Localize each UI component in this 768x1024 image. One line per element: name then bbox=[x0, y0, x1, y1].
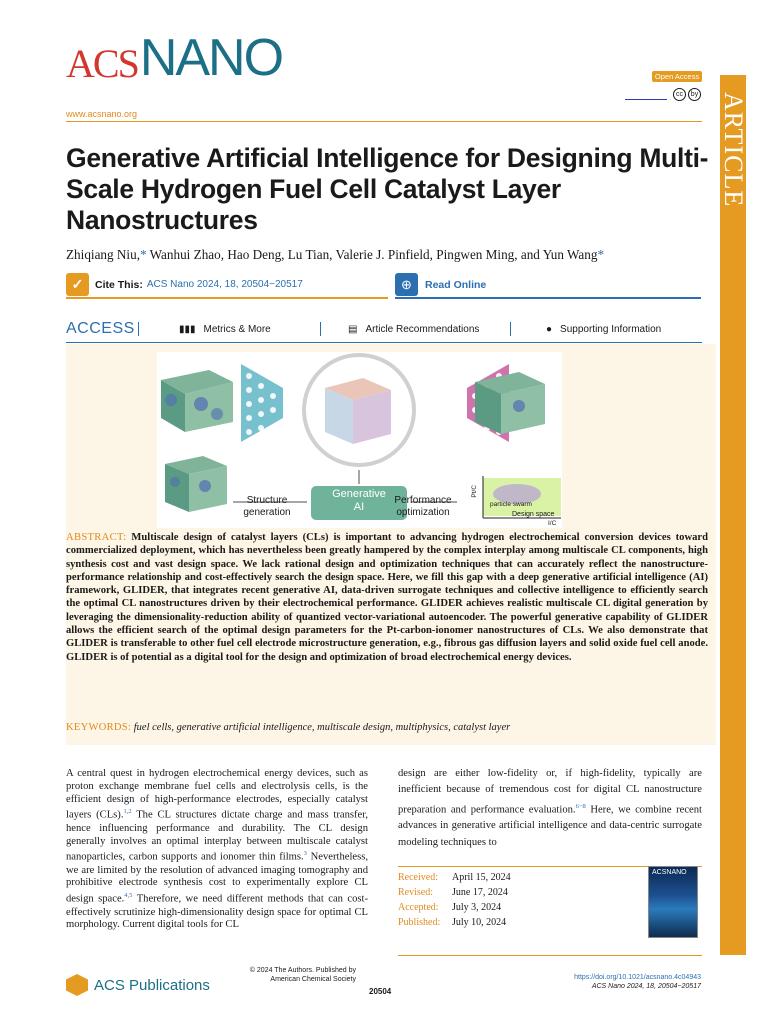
journal-url[interactable]: www.acsnano.org bbox=[66, 109, 138, 119]
publication-dates bbox=[398, 870, 598, 930]
body-column-left bbox=[66, 768, 368, 932]
authors-part-1: Zhiqiang Niu, bbox=[66, 247, 140, 262]
acs-publications-logo[interactable] bbox=[66, 974, 210, 996]
body-left-c: Nevertheless, we are limited by the resolution of advanced imaging tomography and prohibitive electrode synthesis cost to experimentally explore CL design space. bbox=[66, 851, 368, 905]
structure-generation-label bbox=[236, 495, 298, 519]
structure-label-line2: generation bbox=[243, 507, 291, 518]
keywords-label: KEYWORDS: bbox=[66, 722, 132, 733]
citation-link[interactable]: 6−8 bbox=[575, 802, 586, 810]
citation-link[interactable]: 1,2 bbox=[123, 808, 132, 816]
date-row bbox=[398, 870, 598, 885]
corresponding-author-mark[interactable]: * bbox=[597, 247, 605, 262]
body-column-right bbox=[398, 766, 702, 851]
recommendations-label: Article Recommendations bbox=[365, 323, 480, 335]
cite-label: Cite This: bbox=[95, 278, 143, 291]
body-left-d: Therefore, we need different methods that can cost-effectively scrutinize high-dimensionality design space for optimal CL morphology. Current digital tools for CL bbox=[66, 893, 368, 931]
read-online-label: Read Online bbox=[425, 278, 487, 291]
acs-hexagon-icon bbox=[66, 974, 88, 996]
authors-part-2: Wanhui Zhao, Hao Deng, Lu Tian, Valerie J. Pinfield, Pingwen Ming, and Yun Wang bbox=[146, 247, 598, 262]
journal-cover-image[interactable] bbox=[648, 866, 698, 938]
citation-link[interactable]: 3 bbox=[303, 850, 307, 858]
particle-swarm-label: particle swarm bbox=[490, 501, 532, 508]
date-row bbox=[398, 915, 598, 930]
corresponding-author-mark[interactable]: * bbox=[140, 247, 147, 262]
access-label: ACCESS bbox=[66, 320, 135, 337]
plot-y-axis-label: Pt/C bbox=[471, 485, 478, 498]
date-label: Revised: bbox=[398, 887, 433, 898]
dates-bottom-rule bbox=[398, 955, 702, 956]
supporting-info-link[interactable] bbox=[546, 324, 661, 335]
header-divider bbox=[66, 121, 702, 122]
access-divider-line bbox=[66, 342, 702, 343]
performance-label-line2: optimization bbox=[396, 507, 450, 518]
access-bar bbox=[66, 317, 702, 341]
cite-reference[interactable]: ACS Nano 2024, 18, 20504−20517 bbox=[146, 279, 303, 290]
generative-ai-line2: AI bbox=[353, 501, 365, 513]
cite-this-bar[interactable] bbox=[66, 272, 388, 299]
date-label: Accepted: bbox=[398, 902, 439, 913]
date-value: April 15, 2024 bbox=[452, 872, 511, 883]
performance-optimization-label bbox=[387, 495, 459, 519]
logo-nano: NANO bbox=[139, 29, 283, 87]
recommendations-link[interactable] bbox=[348, 324, 479, 335]
check-icon: ✓ bbox=[66, 273, 89, 296]
date-label: Received: bbox=[398, 872, 438, 883]
bar-chart-icon: ▮▮▮ bbox=[179, 323, 196, 335]
license-icons[interactable] bbox=[673, 88, 701, 101]
abstract-label: ABSTRACT: bbox=[66, 532, 127, 543]
access-separator bbox=[138, 322, 139, 336]
footer-doi-block bbox=[520, 973, 701, 991]
open-access-rule bbox=[625, 99, 667, 100]
cube-bottom-left bbox=[165, 456, 227, 512]
copyright-line2: American Chemical Society bbox=[270, 975, 356, 983]
date-value: July 3, 2024 bbox=[452, 902, 502, 913]
open-access-badge: Open Access bbox=[652, 71, 702, 82]
by-icon: by bbox=[688, 88, 701, 101]
author-list bbox=[66, 247, 706, 263]
center-cube bbox=[325, 378, 391, 444]
copyright-line1: © 2024 The Authors. Published by bbox=[249, 967, 356, 974]
cube-right bbox=[475, 372, 545, 434]
citation-link[interactable]: 4,5 bbox=[124, 892, 133, 900]
date-row bbox=[398, 900, 598, 915]
structure-label-line1: Structure bbox=[246, 495, 288, 506]
supporting-info-label: Supporting Information bbox=[560, 323, 662, 335]
copyright-notice bbox=[238, 967, 356, 984]
metrics-link[interactable] bbox=[179, 324, 271, 335]
keywords bbox=[66, 722, 708, 733]
cc-icon: cc bbox=[673, 88, 686, 101]
cube-left bbox=[161, 370, 233, 432]
article-side-label: ARTICLE bbox=[719, 92, 748, 208]
performance-label-line1: Performance bbox=[394, 495, 452, 506]
si-icon: ● bbox=[546, 323, 553, 335]
journal-logo[interactable] bbox=[66, 26, 283, 87]
access-divider bbox=[510, 322, 511, 336]
date-label: Published: bbox=[398, 917, 441, 928]
document-icon: ▤ bbox=[348, 323, 358, 335]
date-row bbox=[398, 885, 598, 900]
cover-title: ACSNANO bbox=[652, 869, 687, 876]
article-title: Generative Artificial Intelligence for Designing Multi-Scale Hydrogen Fuel Cell Catalyst Layer Nanostructures bbox=[66, 143, 709, 235]
body-right-a: design are either low-fidelity or, if high-fidelity, typically are inefficient because of tremendous cost for digital CL nanostructure preparation and performance evaluation. bbox=[398, 768, 702, 816]
date-value: July 10, 2024 bbox=[452, 917, 507, 928]
abstract-text bbox=[66, 531, 708, 664]
footer-citation: ACS Nano 2024, 18, 20504−20517 bbox=[591, 983, 701, 990]
doi-link[interactable]: https://doi.org/10.1021/acsnano.4c04943 bbox=[574, 974, 701, 981]
encoder-network bbox=[241, 364, 283, 442]
body-left-b: The CL structures dictate charge and mass transfer, hence influencing performance and durability. The CL design generally involves an optimal interplay between multiscale catalyst nanoparticles, carbon supports and ionomer thin films. bbox=[66, 809, 368, 863]
keywords-list: fuel cells, generative artificial intelligence, multiscale design, multiphysics, catalyst layer bbox=[133, 722, 511, 733]
generative-ai-line1: Generative bbox=[332, 488, 386, 500]
plot-x-axis-label: I/C bbox=[548, 520, 557, 527]
design-space-label: Design space bbox=[512, 511, 555, 518]
globe-icon: ⊕ bbox=[395, 273, 418, 296]
metrics-label: Metrics & More bbox=[203, 323, 271, 335]
abstract-body: Multiscale design of catalyst layers (CLs) is important to advancing hydrogen electrochemical conversion devices toward commercialized deployment, which has nevertheless been greatly hampered by the complex interplay among multiscale CL components, high synthesis cost and vast design space. We lack rational design and optimization techniques that can accurately reflect the nanostructure-performance relationship and cost-effectively search the design space. Here, we fill this gap with a deep generative artificial intelligence (AI) framework, GLIDER, that integrates recent generative AI, data-driven surrogate techniques and collective intelligence to efficiently search the optimal CL nanostructures driven by their electrochemical performance. GLIDER achieves realistic multiscale CL digital generation by leveraging the dimensionality-reduction ability of quantized vector-variational autoencoder. The powerful generative capability of GLIDER allows the efficient search of the optimal design parameters for the Pt-carbon-ionomer nanostructures of CLs. We also demonstrate that GLIDER is transferable to other fuel cell electrode microstructure generation, e.g., fibrous gas diffusion layers and solid oxide fuel cell anode. GLIDER is of potential as a digital tool for the design and optimization of broad electrochemical energy devices. bbox=[66, 532, 708, 663]
access-divider bbox=[320, 322, 321, 336]
page-number: 20504 bbox=[369, 987, 392, 996]
publisher-name: ACS Publications bbox=[94, 976, 210, 994]
body-right-b: Here, we combine recent advances in generative artificial intelligence and data-centric surrogate modeling techniques to bbox=[398, 804, 703, 848]
logo-acs: ACS bbox=[66, 41, 138, 86]
date-value: June 17, 2024 bbox=[452, 887, 508, 898]
body-left-a: A central quest in hydrogen electrochemical energy devices, such as proton exchange membrane fuel cells and electrolysis cells, is the efficient design of high-performance electrodes, especially catalyst layers (CLs). bbox=[66, 768, 368, 821]
read-online-button[interactable] bbox=[395, 272, 701, 299]
